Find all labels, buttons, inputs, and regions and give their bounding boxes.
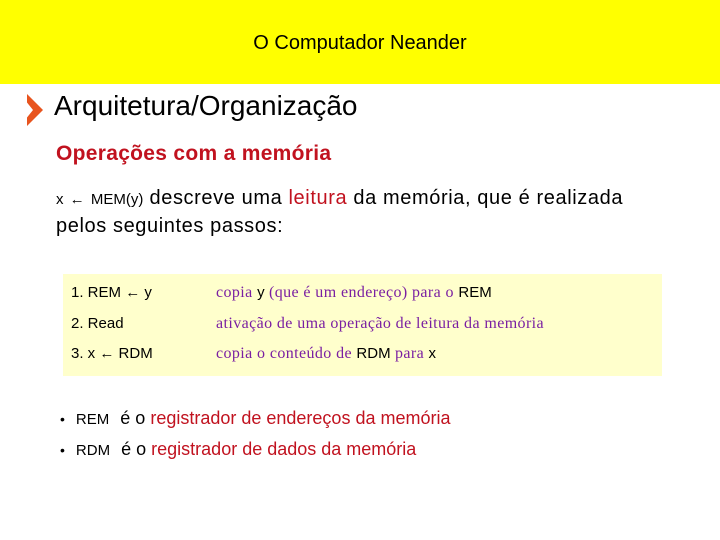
definition-connector: é o <box>121 439 147 459</box>
left-arrow-icon: ← <box>99 345 115 362</box>
step-label-suffix: y <box>144 284 152 301</box>
section-bullet-icon <box>27 94 43 126</box>
step-desc-reg: REM <box>458 284 492 301</box>
step-desc-text: copia o conteúdo de <box>216 345 352 362</box>
description-highlight: leitura <box>288 187 348 209</box>
step-desc-text: (que é um endereço) para o <box>268 284 454 301</box>
description-var-x: x <box>56 191 64 208</box>
steps-box <box>63 274 662 376</box>
subtitle: Operações com a memória <box>56 142 332 165</box>
step-desc-var: RDM <box>356 345 391 362</box>
step-label-prefix: 3. x <box>71 345 96 362</box>
description-mem: MEM(y) <box>90 191 144 208</box>
step-desc-text: ativação de uma operação de leitura da memória <box>216 315 545 332</box>
definition-item <box>60 439 416 460</box>
left-arrow-icon: ← <box>69 191 85 208</box>
definition-item <box>60 408 450 429</box>
step-label-prefix: 2. Read <box>71 315 124 332</box>
description <box>56 185 656 240</box>
left-arrow-icon: ← <box>125 284 141 301</box>
description-text: descreve uma <box>149 187 283 209</box>
step-description <box>216 315 544 333</box>
step-description <box>216 345 436 363</box>
bullet-icon: • <box>60 411 65 427</box>
definition-text: registrador de endereços da memória <box>150 408 451 428</box>
step-desc-reg: x <box>428 345 437 362</box>
step-label-prefix: 1. REM <box>71 284 122 301</box>
section-title: Arquitetura/Organização <box>54 90 358 121</box>
step-desc-text: copia <box>216 284 253 301</box>
step-description <box>216 284 492 302</box>
definition-connector: é o <box>120 408 146 428</box>
step-label-suffix: RDM <box>118 345 153 362</box>
step-label <box>71 315 124 332</box>
definition-text: registrador de dados da memória <box>151 439 417 459</box>
definition-term: RDM <box>75 442 111 459</box>
header-banner <box>0 0 720 84</box>
bullet-icon: • <box>60 442 65 458</box>
step-label <box>71 345 153 362</box>
step-desc-var: y <box>257 284 265 301</box>
description-text-end: da memória, que é realizada pelos seguintes passos: <box>56 187 624 237</box>
definition-term: REM <box>75 411 110 428</box>
page-title: O Computador Neander <box>253 32 467 54</box>
step-label <box>71 284 152 301</box>
step-desc-text: para <box>394 345 425 362</box>
